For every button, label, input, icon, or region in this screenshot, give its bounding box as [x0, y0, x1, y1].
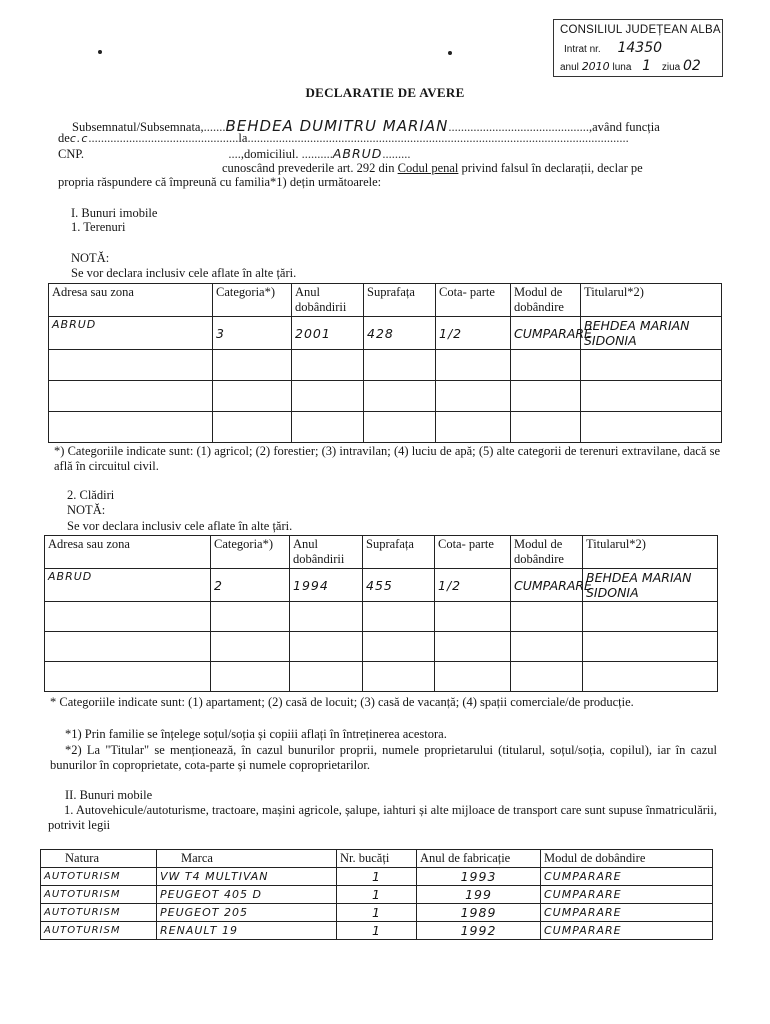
- table-row: [41, 886, 713, 904]
- cnp-line: CNP. ....,domiciliul. ..........ABRUD.........: [58, 146, 411, 161]
- stamp-luna-label: luna: [612, 62, 632, 73]
- col-adresa: Adresa sau zona: [49, 284, 213, 317]
- nota-text: Se vor declara inclusiv cele aflate în alte țări.: [71, 266, 297, 280]
- functia-label: ,având funcția: [588, 120, 660, 134]
- scan-dot: [448, 51, 452, 55]
- nota-text-2: Se vor declara inclusiv cele aflate în alte țări.: [67, 519, 293, 533]
- cladiri-table: [44, 535, 718, 692]
- cell-modul: CUMPARARE: [541, 868, 713, 886]
- col-modul: Modul de dobândire: [511, 284, 581, 317]
- col-anul: Anul dobândirii: [290, 536, 363, 569]
- cell-nr: 1: [337, 904, 417, 922]
- cell-titular: BEHDEA MARIAN SIDONIA: [583, 569, 718, 602]
- col-modul: Modul de dobândire: [511, 536, 583, 569]
- table-row: [45, 632, 718, 662]
- table-row: [41, 868, 713, 886]
- functia-value: c.c: [69, 132, 89, 145]
- table-header-row: [41, 850, 713, 868]
- cell-modul: CUMPARARE: [511, 569, 583, 602]
- cell-adresa: ABRUD: [45, 569, 211, 602]
- table-header-row: [49, 284, 722, 317]
- domiciliul-value: ABRUD: [332, 146, 383, 161]
- document-title: DECLARATIE DE AVERE: [305, 85, 465, 100]
- cell-adresa: ABRUD: [49, 317, 213, 350]
- terenuri-footnote: *) Categoriile indicate sunt: (1) agricol; (2) forestier; (3) intravilan; (4) luciu de apă; (5) alte categorii de terenuri extravilane, dacă se află în circuitul civil.: [54, 444, 720, 473]
- cell-marca: PEUGEOT 405 D: [157, 886, 337, 904]
- domiciliul-label: ,domiciliul.: [240, 147, 299, 161]
- col-cota: Cota- parte: [436, 284, 511, 317]
- table-row: [45, 602, 718, 632]
- section-cladiri: 2. Clădiri: [67, 488, 115, 502]
- functia-line: dec.c................................................la..........................................................................................................................: [58, 131, 629, 145]
- col-modul-dobandire: Modul de dobândire: [541, 850, 713, 868]
- cell-modul: CUMPARARE: [511, 317, 581, 350]
- cell-natura: AUTOTURISM: [41, 922, 157, 940]
- cell-an: 1993: [417, 868, 541, 886]
- cell-nr: 1: [337, 868, 417, 886]
- cell-nr: 1: [337, 886, 417, 904]
- autovehicule-table: [40, 849, 713, 940]
- penal-line: [222, 161, 643, 176]
- stamp-luna-value: 1: [642, 58, 652, 74]
- cell-an: 1992: [417, 922, 541, 940]
- name-line: Subsemnatul/Subsemnata,.......BEHDEA DUMITRU MARIAN.............................................,având funcția: [72, 117, 660, 135]
- cell-an: 199: [417, 886, 541, 904]
- cell-titular: BEHDEA MARIAN SIDONIA: [581, 317, 722, 350]
- col-titular: Titularul*2): [581, 284, 722, 317]
- cunoscand-text: cunoscând prevederile art. 292 din: [222, 161, 395, 175]
- cell-nr: 1: [337, 922, 417, 940]
- col-natura: Natura: [41, 850, 157, 868]
- cell-suprafata: 455: [363, 569, 435, 602]
- registration-stamp: [553, 19, 723, 77]
- stamp-intrat-value: 14350: [617, 40, 663, 56]
- cell-an: 1989: [417, 904, 541, 922]
- cell-natura: AUTOTURISM: [41, 868, 157, 886]
- titular-footnote: *2) La "Titular" se menționează, în cazul bunurilor proprii, numele proprietarului (titularul, soțul/soția, copilul), iar în cazul bunurilor în coproprietate, cota-parte și numele coproprietarilor.: [50, 743, 717, 772]
- nota-heading: NOTĂ:: [71, 251, 110, 265]
- cell-cota: 1/2: [435, 569, 511, 602]
- cell-cota: 1/2: [436, 317, 511, 350]
- nota-heading-2: NOTĂ:: [67, 503, 106, 517]
- table-row: [45, 569, 718, 602]
- stamp-date-row: [560, 58, 701, 74]
- terenuri-table: [48, 283, 722, 443]
- cnp-label: CNP.: [58, 147, 85, 161]
- stamp-an-label: anul: [560, 62, 579, 73]
- table-row: [49, 317, 722, 350]
- cladiri-footnote: * Categoriile indicate sunt: (1) apartament; (2) casă de locuit; (3) casă de vacanță; (4) spații comerciale/de producție.: [50, 695, 634, 709]
- section-terenuri: 1. Terenuri: [71, 220, 126, 234]
- familie-footnote: *1) Prin familie se înțelege soțul/soția și copiii aflați în întreținerea acestora.: [65, 727, 447, 741]
- cell-marca: RENAULT 19: [157, 922, 337, 940]
- cell-modul: CUMPARARE: [541, 886, 713, 904]
- col-cota: Cota- parte: [435, 536, 511, 569]
- table-row: [45, 662, 718, 692]
- subsemnatul-label: Subsemnatul/Subsemnata,: [72, 120, 204, 134]
- stamp-ziua-label: ziua: [661, 62, 681, 73]
- codul-penal-link: Codul penal: [397, 161, 459, 175]
- table-row: [49, 350, 722, 381]
- stamp-intrat-label: Intrat nr.: [564, 44, 601, 55]
- col-anul: Anul dobândirii: [292, 284, 364, 317]
- col-marca: Marca: [157, 850, 337, 868]
- table-row: [49, 412, 722, 443]
- cell-modul: CUMPARARE: [541, 904, 713, 922]
- stamp-an-value: 2010: [581, 60, 610, 73]
- col-titular: Titularul*2): [583, 536, 718, 569]
- cell-categoria: 3: [213, 317, 292, 350]
- col-anul-fabricatie: Anul de fabricație: [417, 850, 541, 868]
- autovehicule-heading: 1. Autovehicule/autoturisme, tractoare, mașini agricole, șalupe, iahturi și alte mijloace de transport care sunt supuse înmatriculării, potrivit legii: [48, 803, 717, 832]
- col-nr-bucati: Nr. bucăți: [337, 850, 417, 868]
- la-label: la: [238, 131, 248, 145]
- cell-marca: PEUGEOT 205: [157, 904, 337, 922]
- col-categoria: Categoria*): [213, 284, 292, 317]
- table-row: [49, 381, 722, 412]
- table-row: [41, 922, 713, 940]
- declarant-name: BEHDEA DUMITRU MARIAN: [225, 117, 449, 135]
- cell-natura: AUTOTURISM: [41, 904, 157, 922]
- table-row: [41, 904, 713, 922]
- section-bunuri-mobile: II. Bunuri mobile: [65, 788, 153, 802]
- col-adresa: Adresa sau zona: [45, 536, 211, 569]
- cell-marca: VW T4 MULTIVAN: [157, 868, 337, 886]
- stamp-intrat-row: [564, 40, 662, 56]
- cell-categoria: 2: [211, 569, 290, 602]
- cell-natura: AUTOTURISM: [41, 886, 157, 904]
- cell-modul: CUMPARARE: [541, 922, 713, 940]
- col-suprafata: Suprafața: [363, 536, 435, 569]
- table-header-row: [45, 536, 718, 569]
- section-bunuri-imobile: I. Bunuri imobile: [71, 206, 158, 220]
- cell-anul: 1994: [290, 569, 363, 602]
- cell-anul: 2001: [292, 317, 364, 350]
- scan-dot: [98, 50, 102, 54]
- col-suprafata: Suprafața: [364, 284, 436, 317]
- col-categoria: Categoria*): [211, 536, 290, 569]
- stamp-institution: CONSILIUL JUDEȚEAN ALBA: [560, 24, 721, 36]
- cell-suprafata: 428: [364, 317, 436, 350]
- stamp-ziua-value: 02: [683, 58, 701, 74]
- cunoscand-end-text: privind falsul în declarații, declar pe: [461, 161, 643, 175]
- de-label: de: [58, 131, 70, 145]
- responsibility-line: propria răspundere că împreună cu familia*1) dețin următoarele:: [58, 175, 382, 189]
